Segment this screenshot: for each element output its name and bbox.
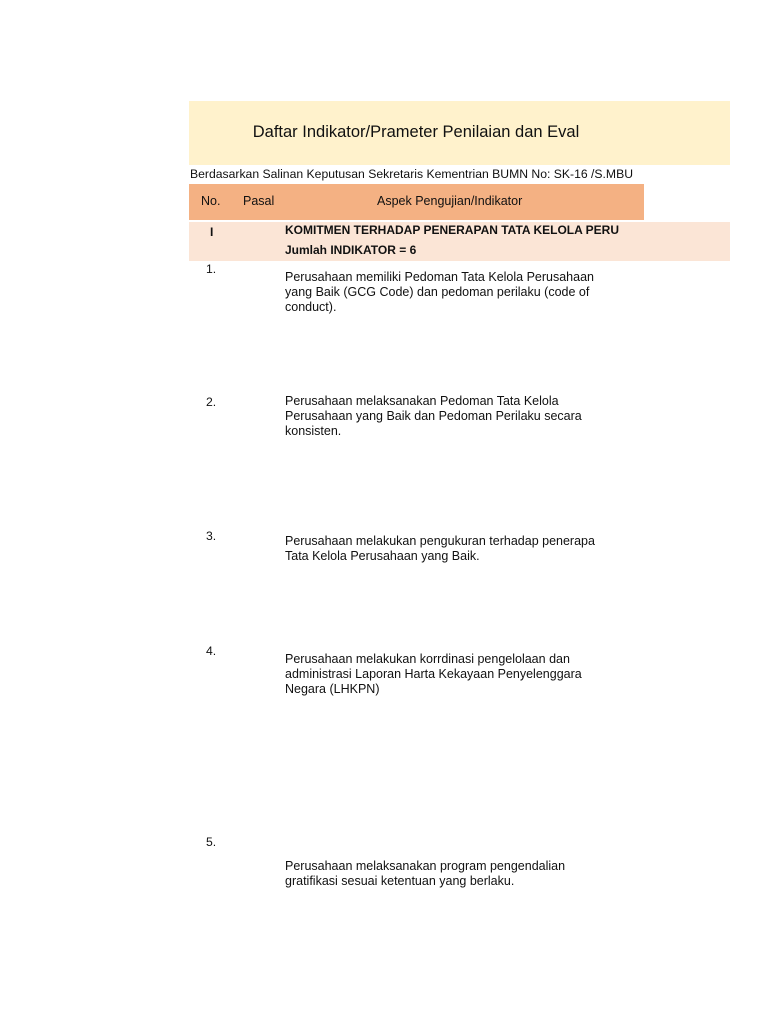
item-text: Perusahaan memiliki Pedoman Tata Kelola Perusahaan yang Baik (GCG Code) dan pedoman perilaku (code of conduct).: [285, 270, 594, 314]
column-header-pasal: Pasal: [243, 194, 275, 208]
table-header-row: [189, 184, 644, 220]
column-header-no: No.: [201, 194, 221, 208]
item-number: 5.: [206, 835, 217, 849]
item-number: 3.: [206, 529, 217, 543]
section-row: [189, 222, 730, 261]
column-header-aspek: Aspek Pengujian/Indikator: [377, 194, 523, 208]
item-text: Perusahaan melakukan korrdinasi pengelolaan dan administrasi Laporan Harta Kekayaan Penyelenggara Negara (LHKPN): [285, 652, 582, 696]
document-title: Daftar Indikator/Prameter Penilaian dan Eval: [252, 123, 580, 141]
item-text: Perusahaan melaksanakan program pengendalian gratifikasi sesuai ketentuan yang berlaku.: [285, 859, 566, 888]
item-number: 2.: [206, 395, 217, 409]
section-number: I: [210, 225, 214, 239]
section-indicator-count: Jumlah INDIKATOR = 6: [285, 243, 417, 257]
title-band: [189, 101, 730, 165]
section-title: KOMITMEN TERHADAP PENERAPAN TATA KELOLA PERU: [285, 223, 620, 237]
item-number: 1.: [206, 262, 217, 276]
item-number: 4.: [206, 644, 217, 658]
item-text: Perusahaan melaksanakan Pedoman Tata Kelola Perusahaan yang Baik dan Pedoman Perilaku secara konsisten.: [285, 394, 582, 438]
document-subtitle: Berdasarkan Salinan Keputusan Sekretaris Kementrian BUMN No: SK-16 /S.MBU: [190, 167, 634, 181]
item-text: Perusahaan melakukan pengukuran terhadap penerapa Tata Kelola Perusahaan yang Baik.: [285, 534, 595, 563]
